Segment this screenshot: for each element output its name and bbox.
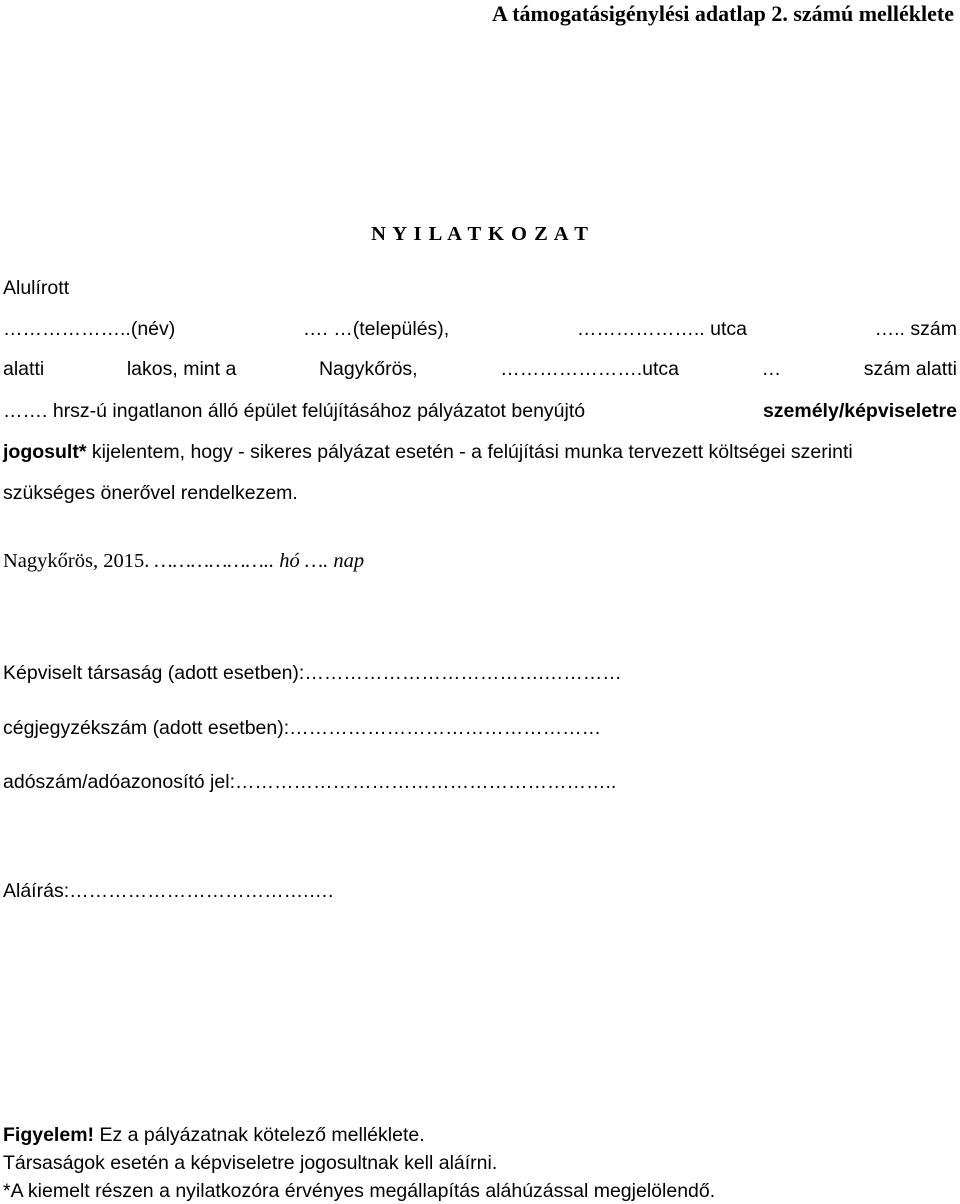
highlighted-eligibility: személy/képviseletre [762,400,957,422]
alulirott-label: Alulírott [3,277,70,299]
statement-line [3,440,957,464]
attention-note [3,1123,425,1147]
city-name: Nagykőrös, [318,358,418,380]
attention-label: Figyelem! [3,1124,95,1146]
own-funds-line: szükséges önerővel rendelkezem. [3,482,298,504]
underline-instruction-note: *A kiemelt részen a nyilatkozóra érvényes megállapítás aláhúzással megjelölendő. [3,1180,716,1202]
settlement-blank: …. …(település), [302,318,450,340]
property-number-blank: … [761,358,782,380]
date-line [3,549,364,573]
tax-id-field: adószám/adóazonosító jel:………………………………………………….. [3,771,617,793]
date-prefix: Nagykőrös, 2015. [3,550,155,572]
highlighted-jogosult: jogosult* [3,441,87,463]
represented-company-field: Képviselt társaság (adott esetben):……………………………….………… [3,662,622,684]
house-number-blank: ….. szám [874,318,957,340]
company-signature-note: Társaságok esetén a képviseletre jogosultnak kell aláírni. [3,1152,498,1174]
property-street-blank: ………………….utca [500,358,679,380]
date-blank: ……………….. hó …. nap [154,550,365,572]
szam-alatti-text: szám alatti [863,358,957,380]
street-blank: ……………….. utca [576,318,747,340]
document-title: A támogatásigénylési adatlap 2. számú melléklete [492,1,954,26]
lakos-text: lakos, mint a [126,358,237,380]
company-registration-field: cégjegyzékszám (adott esetben):………………………………………… [3,717,602,739]
declaration-heading: N Y I L A T K O Z A T [371,223,589,245]
attention-text: Ez a pályázatnak kötelező melléklete. [94,1124,425,1146]
name-address-line [3,317,957,341]
signature-field: Aláírás:……………………………….…. [3,880,334,902]
name-blank: ………………..(név) [3,318,176,340]
statement-text: kijelentem, hogy - sikeres pályázat esetén - a felújítási munka tervezett költségei szerinti [86,441,853,463]
hrsz-text: ……. hrsz-ú ingatlanon álló épület felújításához pályázatot benyújtó [3,400,586,422]
residence-line [3,357,957,381]
alatti-word: alatti [3,358,45,380]
property-line [3,399,957,423]
